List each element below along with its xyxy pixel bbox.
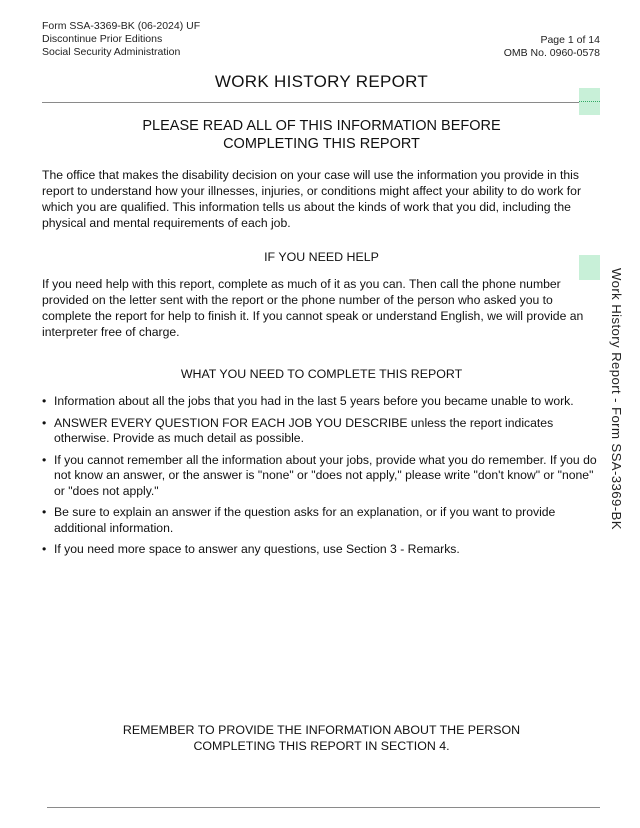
list-item: • If you cannot remember all the information about your jobs, provide what you do remember. If you do not know an answer, or the answer is "none" or "does not apply," please write "don't know" or "none" or "does not apply." bbox=[42, 453, 602, 500]
requirements-list bbox=[42, 394, 602, 564]
top-divider bbox=[42, 102, 600, 103]
bottom-divider bbox=[47, 807, 600, 808]
intro-paragraph: The office that makes the disability decision on your case will use the information you provide in this report to understand how your illnesses, injuries, or conditions might affect your ability to do work for which you are qualified. This information tells us about the kinds of work that you did, including the physical and mental requirements of each job. bbox=[42, 168, 581, 230]
page-indicator: Page 1 of 14 bbox=[540, 34, 600, 46]
discontinue-notice: Discontinue Prior Editions bbox=[42, 33, 163, 45]
page-title: WORK HISTORY REPORT bbox=[214, 72, 429, 91]
form-header-right bbox=[504, 34, 600, 60]
form-field-top-line bbox=[579, 101, 600, 102]
list-item: • Be sure to explain an answer if the question asks for an explanation, or if you want to provide additional information. bbox=[42, 505, 602, 536]
intro-heading-line1: PLEASE READ ALL OF THIS INFORMATION BEFORE bbox=[142, 118, 501, 134]
intro-heading bbox=[0, 117, 640, 153]
side-form-label: Work History Report - Form SSA-3369-BK bbox=[609, 268, 624, 530]
omb-number: OMB No. 0960-0578 bbox=[503, 47, 600, 59]
list-item: • Information about all the jobs that you had in the last 5 years before you became unable to work. bbox=[42, 394, 602, 410]
remember-notice bbox=[0, 722, 640, 754]
form-header-left bbox=[42, 20, 200, 59]
list-item: • If you need more space to answer any questions, use Section 3 - Remarks. bbox=[42, 542, 602, 558]
list-item: • ANSWER EVERY QUESTION FOR EACH JOB YOU DESCRIBE unless the report indicates otherwise. Provide as much detail as possible. bbox=[42, 416, 602, 447]
help-paragraph: If you need help with this report, complete as much of it as you can. Then call the phone number provided on the letter sent with the report or the phone number of the person who asked you to complete the report for help to finish it. If you cannot speak or understand English, we will provide an interpreter free of charge. bbox=[42, 277, 584, 339]
remember-line1: REMEMBER TO PROVIDE THE INFORMATION ABOUT THE PERSON bbox=[122, 723, 521, 737]
form-number: Form SSA-3369-BK (06-2024) UF bbox=[42, 20, 201, 32]
intro-heading-line2: COMPLETING THIS REPORT bbox=[223, 136, 420, 152]
help-heading: IF YOU NEED HELP bbox=[264, 250, 379, 264]
remember-line2: COMPLETING THIS REPORT IN SECTION 4. bbox=[193, 739, 450, 753]
agency-name: Social Security Administration bbox=[42, 46, 181, 58]
need-heading: WHAT YOU NEED TO COMPLETE THIS REPORT bbox=[180, 367, 463, 381]
